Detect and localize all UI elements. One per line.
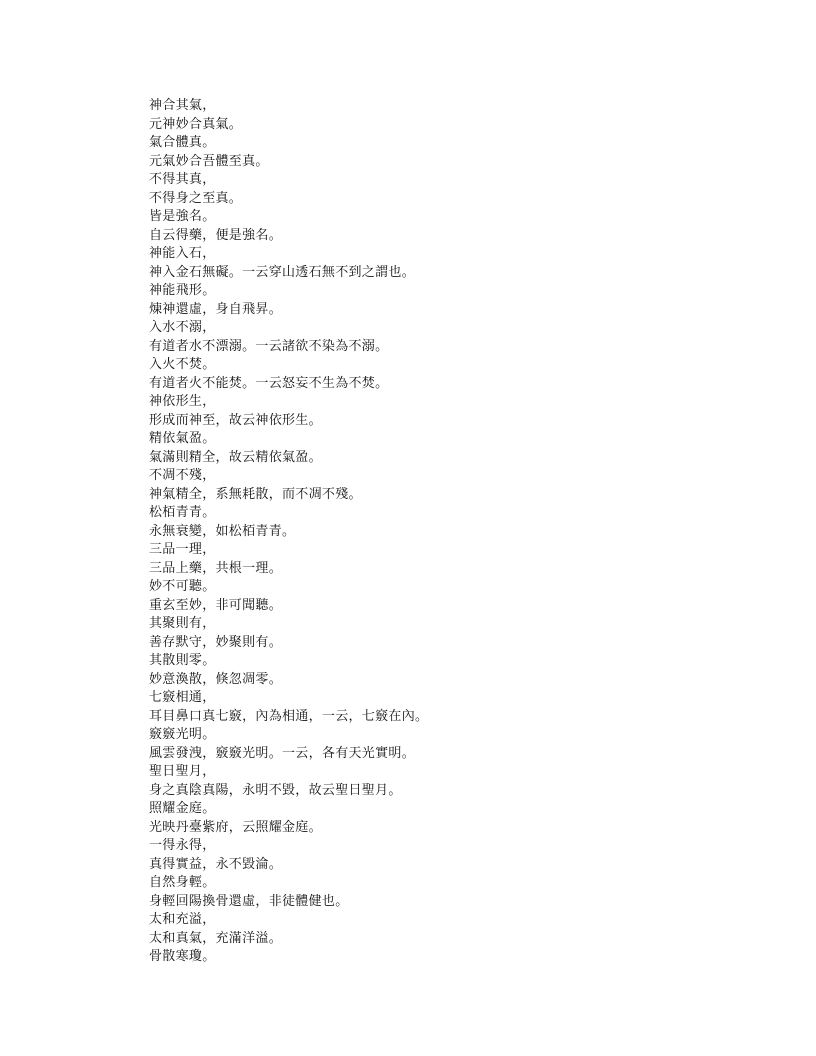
- text-line: 聖日聖月，: [149, 764, 216, 779]
- text-line: 不得身之至真。: [149, 190, 243, 206]
- text-line: 神能飛形。: [149, 283, 216, 298]
- text-line: 神氣精全，系無耗散，而不凋不殘。: [149, 486, 362, 502]
- text-line: 神能入石，: [149, 246, 216, 261]
- text-line: 竅竅光明。: [149, 727, 216, 742]
- text-line: 精依氣盈。: [149, 431, 216, 446]
- text-line: 入火不焚。: [149, 357, 216, 372]
- text-line: 善存默守，妙聚則有。: [149, 634, 283, 650]
- text-line: 神入金石無礙。一云穿山透石無不到之謂也。: [149, 264, 416, 280]
- text-line: 照耀金庭。: [149, 801, 216, 816]
- text-line: 重玄至妙，非可聞聽。: [149, 597, 283, 613]
- text-line: 氣合體真。: [149, 135, 216, 150]
- text-body: [149, 97, 769, 967]
- text-line: 神合其氣，: [149, 98, 216, 113]
- text-line: 光映丹臺紫府，云照耀金庭。: [149, 819, 322, 835]
- text-line: 真得實益，永不毀淪。: [149, 856, 283, 872]
- text-line: 自然身輕。: [149, 875, 216, 890]
- text-line: 三品一理，: [149, 542, 216, 557]
- text-line: 有道者火不能焚。一云怒妄不生為不焚。: [149, 375, 389, 391]
- text-line: 元氣妙合吾體至真。: [149, 153, 269, 169]
- text-line: 身輕回陽換骨還虛，非徒體健也。: [149, 893, 349, 909]
- text-line: 骨散寒瓊。: [149, 949, 216, 964]
- text-line: 其散則零。: [149, 653, 216, 668]
- text-line: 煉神還虛，身自飛昇。: [149, 301, 283, 317]
- text-line: 自云得藥，便是強名。: [149, 227, 283, 243]
- text-line: 太和充溢，: [149, 912, 216, 927]
- text-line: 身之真陰真陽，永明不毀，故云聖日聖月。: [149, 782, 402, 798]
- text-line: 永無衰變，如松栢青青。: [149, 523, 296, 539]
- text-line: 風雲發洩，竅竅光明。一云，各有天光實明。: [149, 745, 416, 761]
- text-line: 元神妙合真氣。: [149, 116, 243, 132]
- text-line: 氣滿則精全，故云精依氣盈。: [149, 449, 322, 465]
- text-line: 其聚則有，: [149, 616, 216, 631]
- text-line: 有道者水不漂溺。一云諸欲不染為不溺。: [149, 338, 389, 354]
- text-line: 一得永得，: [149, 838, 216, 853]
- text-line: 耳目鼻口真七竅，內為相通，一云，七竅在內。: [149, 708, 429, 724]
- text-line: 形成而神至，故云神依形生。: [149, 412, 322, 428]
- text-line: 太和真氣，充滿洋溢。: [149, 930, 283, 946]
- text-line: 妙意渙散，倏忽凋零。: [149, 671, 283, 687]
- text-line: 七竅相通，: [149, 690, 216, 705]
- text-line: 神依形生，: [149, 394, 216, 409]
- text-line: 三品上藥，共根一理。: [149, 560, 283, 576]
- text-line: 不凋不殘，: [149, 468, 216, 483]
- text-line: 皆是強名。: [149, 209, 216, 224]
- text-line: 妙不可聽。: [149, 579, 216, 594]
- text-line: 入水不溺，: [149, 320, 216, 335]
- text-line: 不得其真，: [149, 172, 216, 187]
- text-line: 松栢青青。: [149, 505, 216, 520]
